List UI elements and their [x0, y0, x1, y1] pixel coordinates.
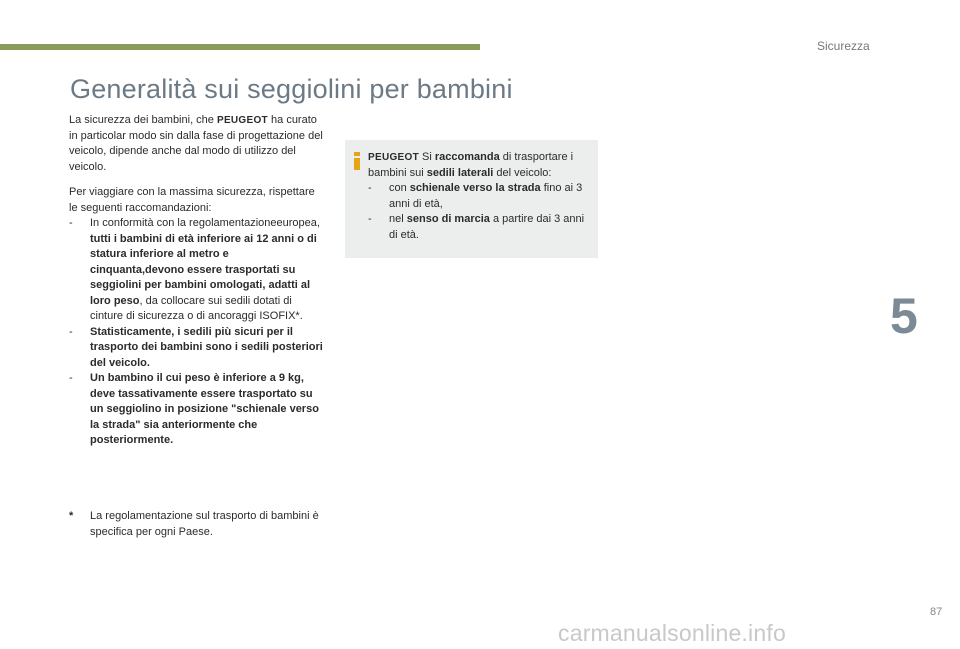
footnote: * La regolamentazione sul trasporto di bambini è specifica per ogni Paese.	[69, 510, 319, 538]
recommendations-lead: Per viaggiare con la massima sicurezza, rispettare le seguenti raccomandazioni:	[69, 186, 315, 214]
intro-paragraph: La sicurezza dei bambini, che PEUGEOT ha curato in particolar modo sin dalla fase di progettazione del veicolo, dipende anche dal modo di utilizzo del veicolo.	[69, 114, 323, 173]
page-title: Generalità sui seggiolini per bambini	[70, 74, 513, 104]
page-number: 87	[930, 606, 943, 618]
watermark: carmanualsonline.info	[558, 620, 786, 646]
recommendations-list	[69, 216, 324, 449]
main-column	[69, 113, 324, 449]
info-text: PEUGEOT Si raccomanda di trasportare i bambini sui sedili laterali del veicolo:	[368, 151, 574, 179]
info-list	[368, 181, 593, 243]
info-box	[345, 140, 598, 258]
list-item: - In conformità con la regolamentazioneeuropea, tutti i bambini di età inferiore ai 12 anni o di statura inferiore al metro e cinquanta,devono essere trasportati su seggiolini per bambini omologati, adatti al loro peso, da collocare sui sedili dotati di cinture di sicurezza o di ancoraggi ISOFIX*.	[69, 217, 320, 322]
section-title: Sicurezza	[817, 39, 870, 53]
chapter-number: 5	[890, 288, 918, 344]
list-item: - nel senso di marcia a partire dai 3 anni di età.	[368, 213, 585, 241]
info-icon	[354, 152, 360, 170]
list-item: - Un bambino il cui peso è inferiore a 9 kg, deve tassativamente essere trasportato su un seggiolino in posizione "schienale verso la strada" sia anteriormente che posteriormente.	[69, 372, 319, 446]
accent-bar	[0, 44, 480, 50]
list-item: - Statisticamente, i sedili più sicuri per il trasporto dei bambini sono i sedili posteriori del veicolo.	[69, 325, 323, 369]
list-item: - con schienale verso la strada fino ai 3 anni di età,	[368, 182, 583, 210]
